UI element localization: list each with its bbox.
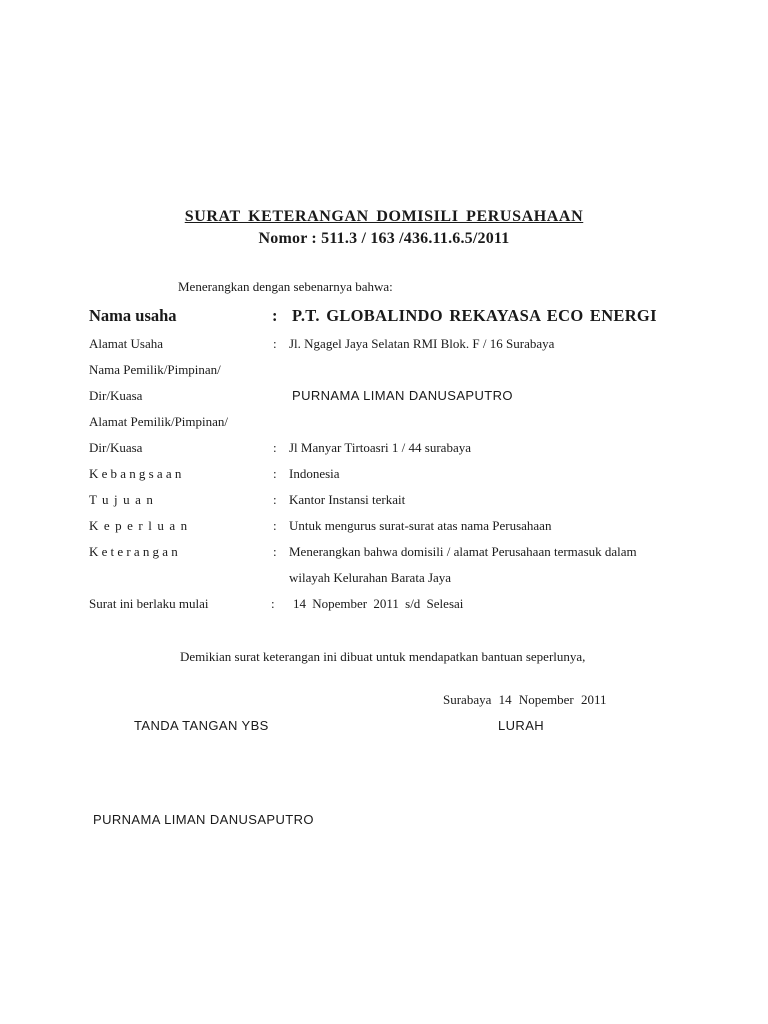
field-value-keperluan: Untuk mengurus surat-surat atas nama Perusahaan bbox=[289, 518, 552, 533]
field-colon-nama-usaha: : bbox=[272, 306, 278, 325]
field-colon-alamat-usaha: : bbox=[273, 336, 277, 351]
signature-label-applicant: TANDA TANGAN YBS bbox=[134, 718, 269, 733]
intro-text: Menerangkan dengan sebenarnya bahwa: bbox=[178, 279, 393, 294]
field-colon-keterangan: : bbox=[273, 544, 277, 559]
field-colon-kebangsaan: : bbox=[273, 466, 277, 481]
field-colon-tujuan: : bbox=[273, 492, 277, 507]
field-value-keterangan-line1: Menerangkan bahwa domisili / alamat Perusahaan termasuk dalam bbox=[289, 544, 637, 559]
field-label-alamat-pemilik-line2: Dir/Kuasa bbox=[89, 440, 143, 455]
field-value-alamat-pemilik: Jl Manyar Tirtoasri 1 / 44 surabaya bbox=[289, 440, 471, 455]
field-value-kebangsaan: Indonesia bbox=[289, 466, 340, 481]
signature-label-lurah: LURAH bbox=[498, 718, 545, 733]
field-label-nama-pemilik-line2: Dir/Kuasa bbox=[89, 388, 143, 403]
document-number: Nomor : 511.3 / 163 /436.11.6.5/2011 bbox=[258, 230, 510, 247]
field-label-berlaku: Surat ini berlaku mulai bbox=[89, 596, 209, 611]
field-label-nama-usaha: Nama usaha bbox=[89, 306, 177, 325]
field-value-nama-usaha: P.T. GLOBALINDO REKAYASA ECO ENERGI bbox=[292, 306, 657, 325]
field-value-keterangan-line2: wilayah Kelurahan Barata Jaya bbox=[289, 570, 452, 585]
field-label-alamat-usaha: Alamat Usaha bbox=[89, 336, 164, 351]
field-value-tujuan: Kantor Instansi terkait bbox=[289, 492, 406, 507]
field-label-nama-pemilik-line1: Nama Pemilik/Pimpinan/ bbox=[89, 362, 221, 377]
document-title: SURAT KETERANGAN DOMISILI PERUSAHAAN bbox=[184, 208, 584, 225]
field-label-kebangsaan: Kebangsaan bbox=[89, 466, 185, 481]
field-label-alamat-pemilik-line1: Alamat Pemilik/Pimpinan/ bbox=[89, 414, 229, 429]
field-label-tujuan: Tujuan bbox=[89, 492, 159, 507]
signer-name: PURNAMA LIMAN DANUSAPUTRO bbox=[93, 812, 314, 827]
field-colon-berlaku: : bbox=[271, 596, 275, 611]
field-colon-alamat-pemilik: : bbox=[273, 440, 277, 455]
closing-text: Demikian surat keterangan ini dibuat untuk mendapatkan bantuan seperlunya, bbox=[180, 649, 586, 664]
place-date: Surabaya 14 Nopember 2011 bbox=[443, 692, 607, 707]
field-value-nama-pemilik: PURNAMA LIMAN DANUSAPUTRO bbox=[292, 388, 513, 403]
field-colon-keperluan: : bbox=[273, 518, 277, 533]
field-value-alamat-usaha: Jl. Ngagel Jaya Selatan RMI Blok. F / 16 Surabaya bbox=[289, 336, 555, 351]
field-value-berlaku: 14 Nopember 2011 s/d Selesai bbox=[293, 596, 464, 611]
field-label-keterangan: Keterangan bbox=[89, 544, 181, 559]
field-label-keperluan: Keperluan bbox=[89, 518, 193, 533]
